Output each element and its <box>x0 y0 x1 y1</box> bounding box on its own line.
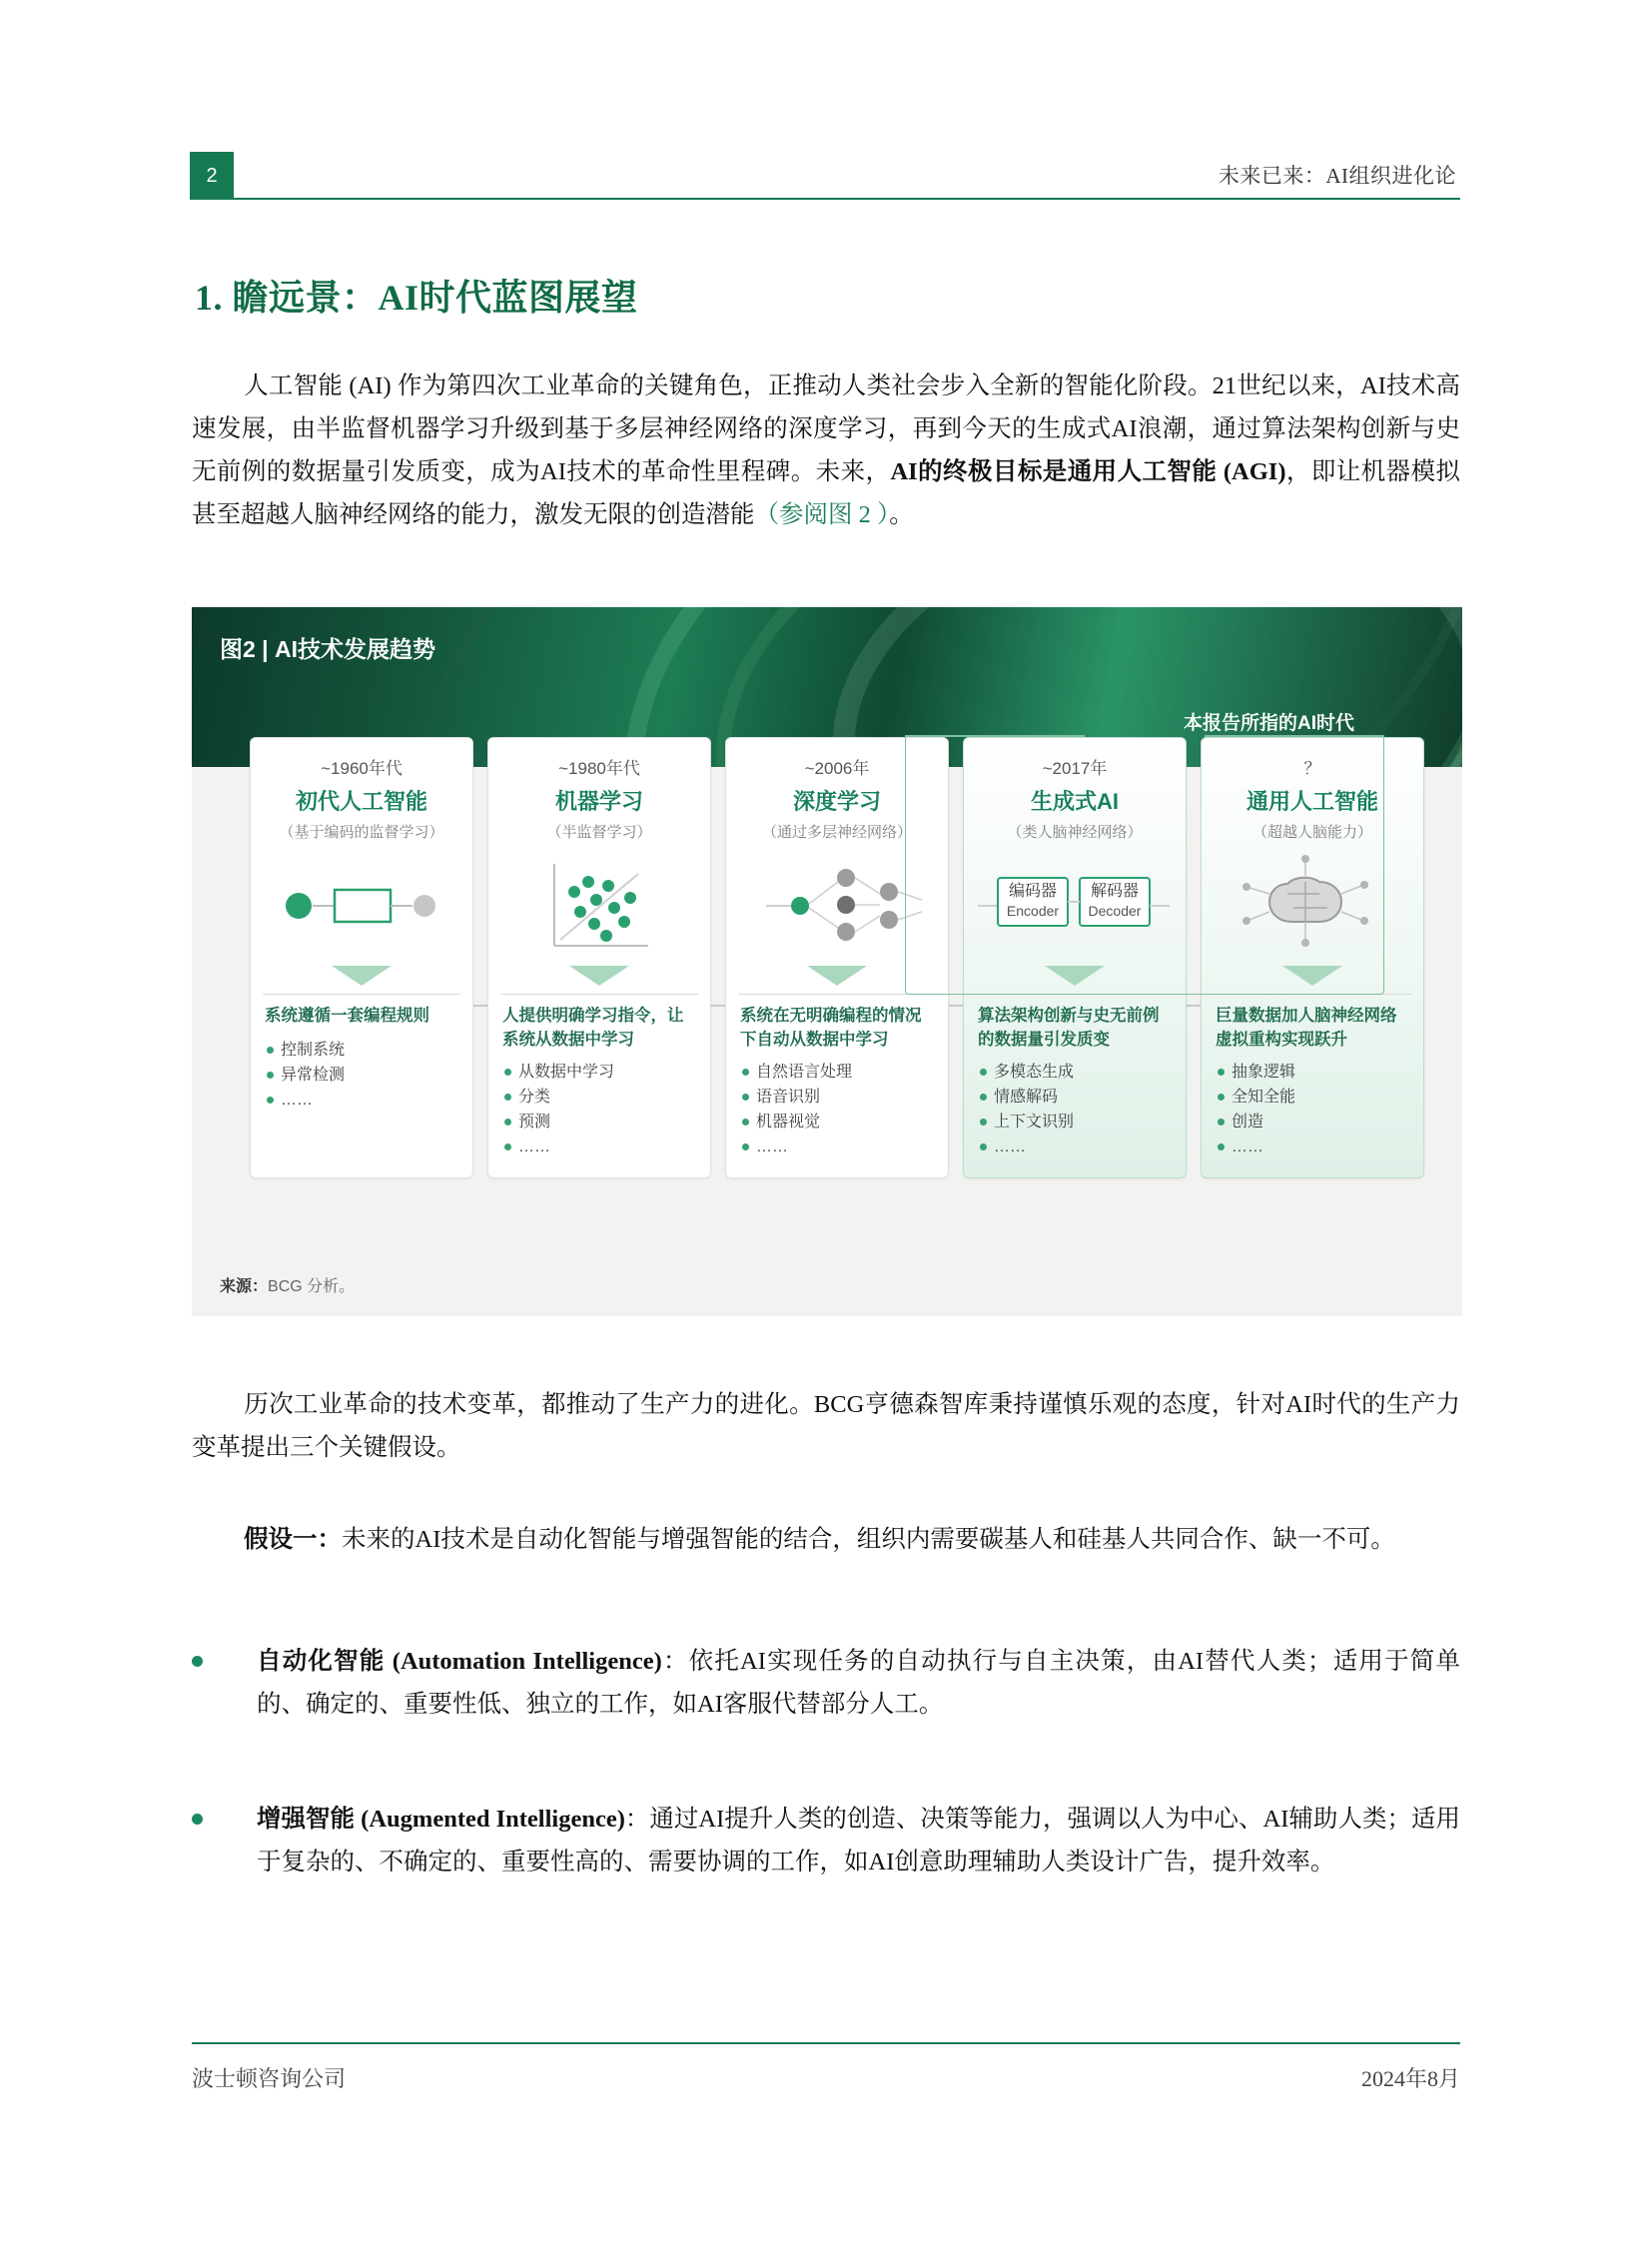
paragraph-productivity-text: 历次工业革命的技术变革，都推动了生产力的进化。BCG亨德森智库秉持谨慎乐观的态度，针对AI时代的生产力变革提出三个关键假设。 <box>192 1391 1460 1461</box>
card-list-item: …… <box>265 1088 460 1113</box>
hypothesis-text: 未来的AI技术是自动化智能与增强智能的结合，组织内需要碳基人和硅基人共同合作、缺一不可。 <box>342 1526 1395 1553</box>
footer-rule <box>192 2042 1460 2044</box>
card-subtitle: （半监督学习） <box>546 824 652 841</box>
card-date: ~2006年 <box>804 759 870 778</box>
card-list-item: …… <box>740 1134 936 1159</box>
bullet-dot-icon <box>192 1656 203 1667</box>
card-list-item: 从数据中学习 <box>502 1060 698 1085</box>
card-list-item: 异常检测 <box>265 1063 460 1088</box>
card-date: ~1980年代 <box>558 759 640 778</box>
page-number: 2 <box>206 164 218 187</box>
section-title: 1. 瞻远景：AI时代蓝图展望 <box>195 278 638 318</box>
card-description: 系统在无明确编程的情况下自动从数据中学习 <box>740 1007 922 1049</box>
paragraph-intro-end: 。 <box>889 501 914 528</box>
figure-card-machine-learning <box>487 737 711 1178</box>
card-list-item: …… <box>978 1134 1174 1159</box>
paragraph-intro-part1: 人工智能 (AI) 作为第四次工业革命的关键角色，正推动人类社会步入全新的智能化阶段。21世纪以来，AI技术高速发展，由半监督机器学习升级到基于多层神经网络的深度学习，再到今天的生成式AI浪潮，通过算法架构创新与史无前例的数据量引发质变，成为AI技术的革命性里程碑。未来， <box>192 373 1460 485</box>
svg-text:编码器: 编码器 <box>1008 883 1058 900</box>
bullet-dot-icon <box>192 1814 203 1825</box>
bullet-augmented-intelligence <box>192 1798 1460 1883</box>
footer-date: 2024年8月 <box>1360 2066 1460 2091</box>
footer-company: 波士顿咨询公司 <box>192 2066 347 2091</box>
svg-text:解码器: 解码器 <box>1090 883 1140 900</box>
hypothesis-label: 假设一： <box>244 1526 342 1553</box>
card-item-list <box>740 1060 936 1159</box>
card-title: 初代人工智能 <box>295 789 427 814</box>
card-subtitle: （超越人脑能力） <box>1251 824 1372 841</box>
paragraph-hypothesis-one <box>192 1518 1460 1561</box>
card-date: ~1960年代 <box>321 759 403 778</box>
card-item-list <box>265 1038 460 1113</box>
card-subtitle: （基于编码的监督学习） <box>279 824 444 841</box>
card-list-item: 多模态生成 <box>978 1060 1174 1085</box>
card-list-item: 情感解码 <box>978 1085 1174 1110</box>
card-subtitle: （类人脑神经网络） <box>1007 824 1143 841</box>
card-list-item: 自然语言处理 <box>740 1060 936 1085</box>
paragraph-intro <box>192 365 1460 536</box>
card-description: 系统遵循一套编程规则 <box>265 1007 429 1025</box>
figure-source-text: BCG 分析。 <box>268 1278 356 1295</box>
paragraph-intro-part2: ，即让机器模拟甚至超越人脑神经网络的能力，激发无限的创造潜能 <box>192 458 1461 528</box>
bullet-automation-intelligence <box>192 1640 1460 1726</box>
card-arrow <box>569 966 629 986</box>
card-subtitle: （通过多层神经网络） <box>761 824 912 841</box>
card-list-item: 全知全能 <box>1216 1085 1411 1110</box>
card-list-item: 上下文识别 <box>978 1110 1174 1134</box>
svg-text:Encoder: Encoder <box>1006 903 1060 919</box>
figure-reference: （参阅图 2 ） <box>754 501 890 528</box>
card-divider <box>500 994 698 995</box>
figure-era-label: 本报告所指的AI时代 <box>1183 713 1354 734</box>
card-list-item: 机器视觉 <box>740 1110 936 1134</box>
card-illustration-node-box <box>251 848 472 963</box>
card-arrow <box>332 966 392 986</box>
card-divider <box>263 994 460 995</box>
card-list-item: 语音识别 <box>740 1085 936 1110</box>
card-list-item: 控制系统 <box>265 1038 460 1063</box>
card-description: 算法架构创新与史无前例的数据量引发质变 <box>978 1007 1160 1049</box>
figure-caption: 图2 | AI技术发展趋势 <box>220 636 436 662</box>
card-title: 生成式AI <box>1030 789 1119 814</box>
svg-text:Decoder: Decoder <box>1088 903 1142 919</box>
card-title: 机器学习 <box>554 789 643 814</box>
bullet-text: ：依托AI实现任务的自动执行与自主决策，由AI替代人类；适用于简单的、确定的、重要性低、独立的工作，如AI客服代替部分人工。 <box>257 1648 1460 1718</box>
card-list-item: 抽象逻辑 <box>1216 1060 1411 1085</box>
paragraph-intro-bold: AI的终极目标是通用人工智能 (AGI) <box>890 458 1286 485</box>
card-title: 通用人工智能 <box>1245 789 1378 814</box>
card-description: 巨量数据加人脑神经网络虚拟重构实现跃升 <box>1216 1007 1397 1049</box>
figure-era-bracket <box>905 735 1384 995</box>
figure-source-prefix: 来源： <box>220 1278 269 1295</box>
card-list-item: 预测 <box>502 1110 698 1134</box>
page-header <box>190 152 1460 200</box>
figure-ai-technology-trend <box>192 607 1462 1316</box>
card-list-item: …… <box>1216 1134 1411 1159</box>
bullet-title: 自动化智能 (Automation Intelligence) <box>257 1648 662 1675</box>
card-item-list <box>1216 1060 1411 1159</box>
paragraph-productivity <box>192 1383 1460 1469</box>
card-item-list <box>978 1060 1174 1159</box>
card-list-item: 分类 <box>502 1085 698 1110</box>
card-date: ？ <box>1303 759 1321 778</box>
figure-card-early-ai <box>250 737 473 1178</box>
figure-source <box>220 1273 355 1296</box>
card-date: ~2017年 <box>1042 759 1108 778</box>
document-title: 未来已来：AI组织进化论 <box>1218 164 1456 188</box>
card-illustration-scatter-plot <box>488 848 710 963</box>
card-list-item: 创造 <box>1216 1110 1411 1134</box>
bullet-title: 增强智能 (Augmented Intelligence) <box>257 1806 625 1833</box>
bullet-text: ：通过AI提升人类的创造、决策等能力，强调以人为中心、AI辅助人类；适用于复杂的、不确定的、重要性高的、需要协调的工作，如AI创意助理辅助人类设计广告，提升效率。 <box>257 1806 1460 1875</box>
card-title: 深度学习 <box>792 789 881 814</box>
card-arrow <box>807 966 867 986</box>
card-description: 人提供明确学习指令，让系统从数据中学习 <box>502 1007 684 1049</box>
card-item-list <box>502 1060 698 1159</box>
card-list-item: …… <box>502 1134 698 1159</box>
